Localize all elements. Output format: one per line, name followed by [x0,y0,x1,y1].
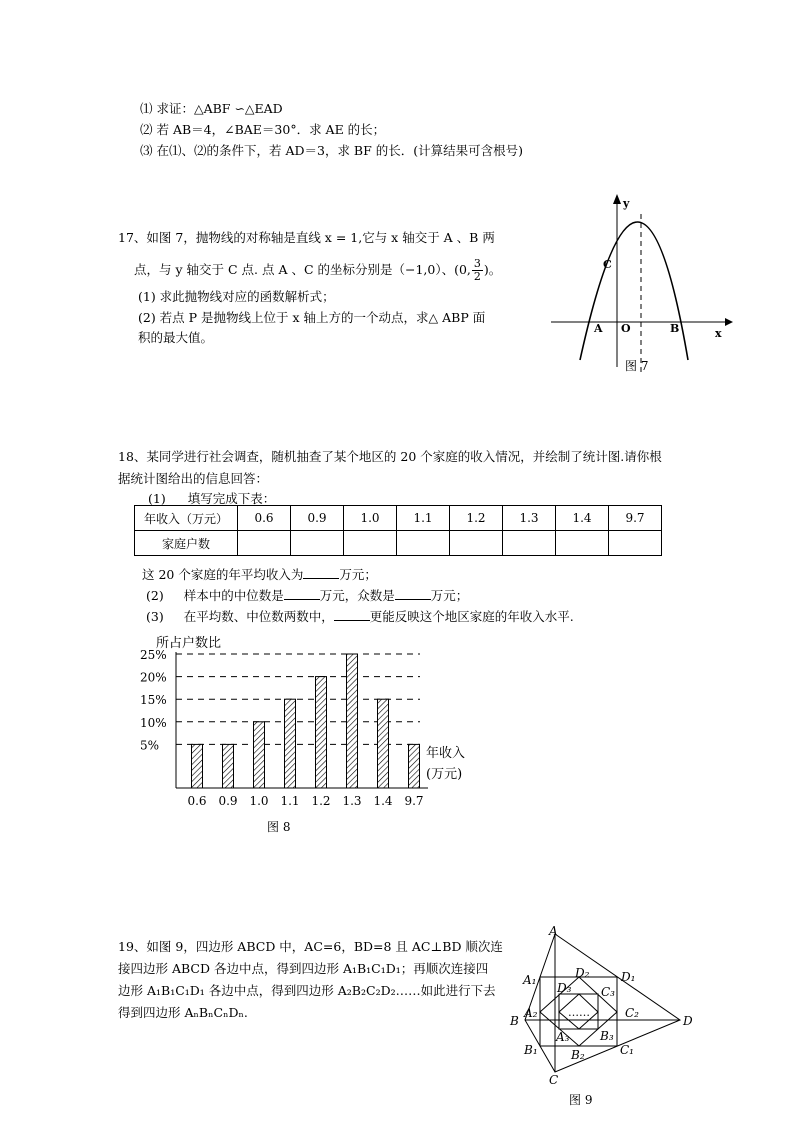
parabola-curve [580,222,688,360]
figure-9-caption: 图 9 [569,1093,593,1107]
table-cell-empty[interactable] [556,531,609,556]
label-d2: D₂ [575,966,590,980]
label-b: B [510,1014,519,1028]
x-axis-label: x [715,327,722,340]
statistic-blank[interactable] [334,608,370,621]
q18-part2-text-a: 样本中的中位数是 [183,588,284,603]
q18-part1-text: 填写完成下表： [187,491,276,506]
q17-sub2: (2) 若点 P 是抛物线上位于 x 轴上方的一个动点，求△ ABP 面 [138,310,486,325]
label-a1: A₁ [523,973,537,987]
y-axis-label: y [623,197,630,210]
chart-bar [223,744,234,788]
figure-7-caption: 图 7 [625,359,649,373]
q18-average-unit: 万元； [339,567,377,582]
q19-line2: 接四边形 ABCD 各边中点，得到四边形 A₁B₁C₁D₁；再顺次连接四 [118,961,489,976]
q18-intro2: 据统计图给出的信息回答： [118,471,269,486]
q18-part3 [146,607,574,625]
chart-caption: 图 8 [267,820,291,834]
table-cell-empty[interactable] [291,531,344,556]
label-b2: B₂ [571,1048,585,1062]
y-tick-label: 5% [140,738,160,753]
chart-title: 所占户数比 [156,636,222,651]
q18-part2-num: (2) [146,588,164,603]
label-c: C [549,1073,559,1087]
q17-line2 [134,258,501,283]
y-axis-arrow [613,194,621,204]
chart-bar [316,677,327,788]
table-row-income [135,506,662,531]
q16-part3: ⑶ 在⑴、⑵的条件下，若 AD＝3，求 BF 的长．(计算结果可含根号) [140,143,524,158]
chart-bar [254,722,265,788]
q17-line1: 17、如图 7，抛物线的对称轴是直线 x = 1,它与 x 轴交于 A 、B 两 [118,230,495,245]
label-a3: A₃ [556,1030,570,1044]
q18-part3-text-a: 在平均数、中位数两数中， [183,609,334,624]
quad-abcd [525,934,680,1072]
table-cell-income: 1.0 [344,506,397,531]
point-b-label: B [670,322,680,335]
table-cell-empty[interactable] [450,531,503,556]
table-cell-income: 1.4 [556,506,609,531]
fraction-numerator: 3 [473,257,481,270]
median-blank[interactable] [284,587,320,600]
table-cell-empty[interactable] [609,531,662,556]
x-tick-label: 1.0 [249,794,269,808]
q18-part1-num: (1) [148,491,166,506]
q18-intro1: 18、某同学进行社会调查，随机抽查了某个地区的 20 个家庭的收入情况，并绘制了统计图.请你根 [118,449,662,464]
chart-x-label-line2: (万元) [426,767,463,782]
y-tick-label: 15% [140,693,167,708]
q18-part2-text-c: 万元； [430,588,469,603]
label-c2: C₂ [625,1006,639,1020]
table-cell-empty[interactable] [344,531,397,556]
chart-bar [192,744,203,788]
table-cell-empty[interactable] [503,531,556,556]
table-cell-income: 1.2 [450,506,503,531]
q18-part2-text-b: 万元，众数是 [319,588,395,603]
label-dots: …… [568,1006,590,1019]
fraction-denominator: 2 [473,270,481,283]
figure-7-parabola [545,192,735,382]
q19-line3: 边形 A₁B₁C₁D₁ 各边中点，得到四边形 A₂B₂C₂D₂……如此进行下去 [118,983,496,998]
q18-average-line [142,565,377,583]
x-axis-arrow [725,318,733,326]
table-cell-empty[interactable] [238,531,291,556]
origin-label: O [621,322,631,335]
figure-8-bar-chart [130,628,480,843]
table-cell-empty[interactable] [397,531,450,556]
chart-bar [285,699,296,788]
x-tick-label: 1.4 [373,794,393,808]
label-c3: C₃ [601,985,615,999]
y-tick-label: 20% [140,670,167,685]
table-header-households: 家庭户数 [135,531,238,556]
label-d1: D₁ [621,970,636,984]
chart-y-tick-labels [140,648,167,752]
y-tick-label: 25% [140,648,167,662]
q19-line4: 得到四边形 AₙBₙCₙDₙ. [118,1005,248,1020]
chart-x-tick-labels [187,794,423,808]
chart-bar [409,744,420,788]
q18-part3-num: (3) [146,609,164,624]
y-tick-label: 10% [140,715,167,730]
label-d3: D₃ [557,981,572,995]
chart-bars [192,654,420,788]
x-tick-label: 0.9 [218,794,238,808]
q17-line2b: )。 [483,262,502,277]
label-d: D [683,1014,693,1028]
q19-line1: 19、如图 9，四边形 ABCD 中，AC=6，BD=8 且 AC⊥BD 顺次连 [118,939,503,954]
q16-part1: ⑴ 求证：△ABF ∽△EAD [140,101,283,116]
x-tick-label: 9.7 [404,794,424,808]
label-b1: B₁ [524,1043,538,1057]
x-tick-label: 1.3 [342,794,362,808]
table-header-income: 年收入（万元） [135,506,238,531]
q17-sub2b: 积的最大值。 [138,330,214,345]
point-c-label: C [603,258,612,271]
chart-bar [378,699,389,788]
table-cell-income: 0.6 [238,506,291,531]
label-c1: C₁ [620,1043,634,1057]
x-tick-label: 0.6 [187,794,207,808]
income-table [134,505,662,556]
q18-average-text: 这 20 个家庭的年平均收入为 [142,567,304,582]
mode-blank[interactable] [395,587,431,600]
table-cell-income: 0.9 [291,506,344,531]
table-cell-income: 1.1 [397,506,450,531]
q16-part2: ⑵ 若 AB＝4，∠BAE＝30°．求 AE 的长； [140,122,386,137]
table-row-households [135,531,662,556]
x-tick-label: 1.2 [311,794,331,808]
q17-line2a: 点，与 y 轴交于 C 点. 点 A 、C 的坐标分别是（−1,0）、(0, [134,262,471,277]
table-cell-income: 1.3 [503,506,556,531]
table-cell-income: 9.7 [609,506,662,531]
q17-fraction [472,258,483,283]
chart-bar [347,654,358,788]
label-a2: A₂ [524,1006,538,1020]
point-a-label: A [594,322,603,335]
chart-x-label-line1: 年收入 [426,746,466,761]
q18-part3-text-b: 更能反映这个地区家庭的年收入水平. [369,609,574,624]
figure-9-quadrilaterals [505,922,705,1112]
q18-part2 [146,586,468,604]
label-b3: B₃ [600,1029,614,1043]
q17-sub1: (1) 求此抛物线对应的函数解析式； [138,289,335,304]
label-a: A [549,924,558,938]
x-tick-label: 1.1 [280,794,300,808]
average-blank[interactable] [303,566,339,579]
